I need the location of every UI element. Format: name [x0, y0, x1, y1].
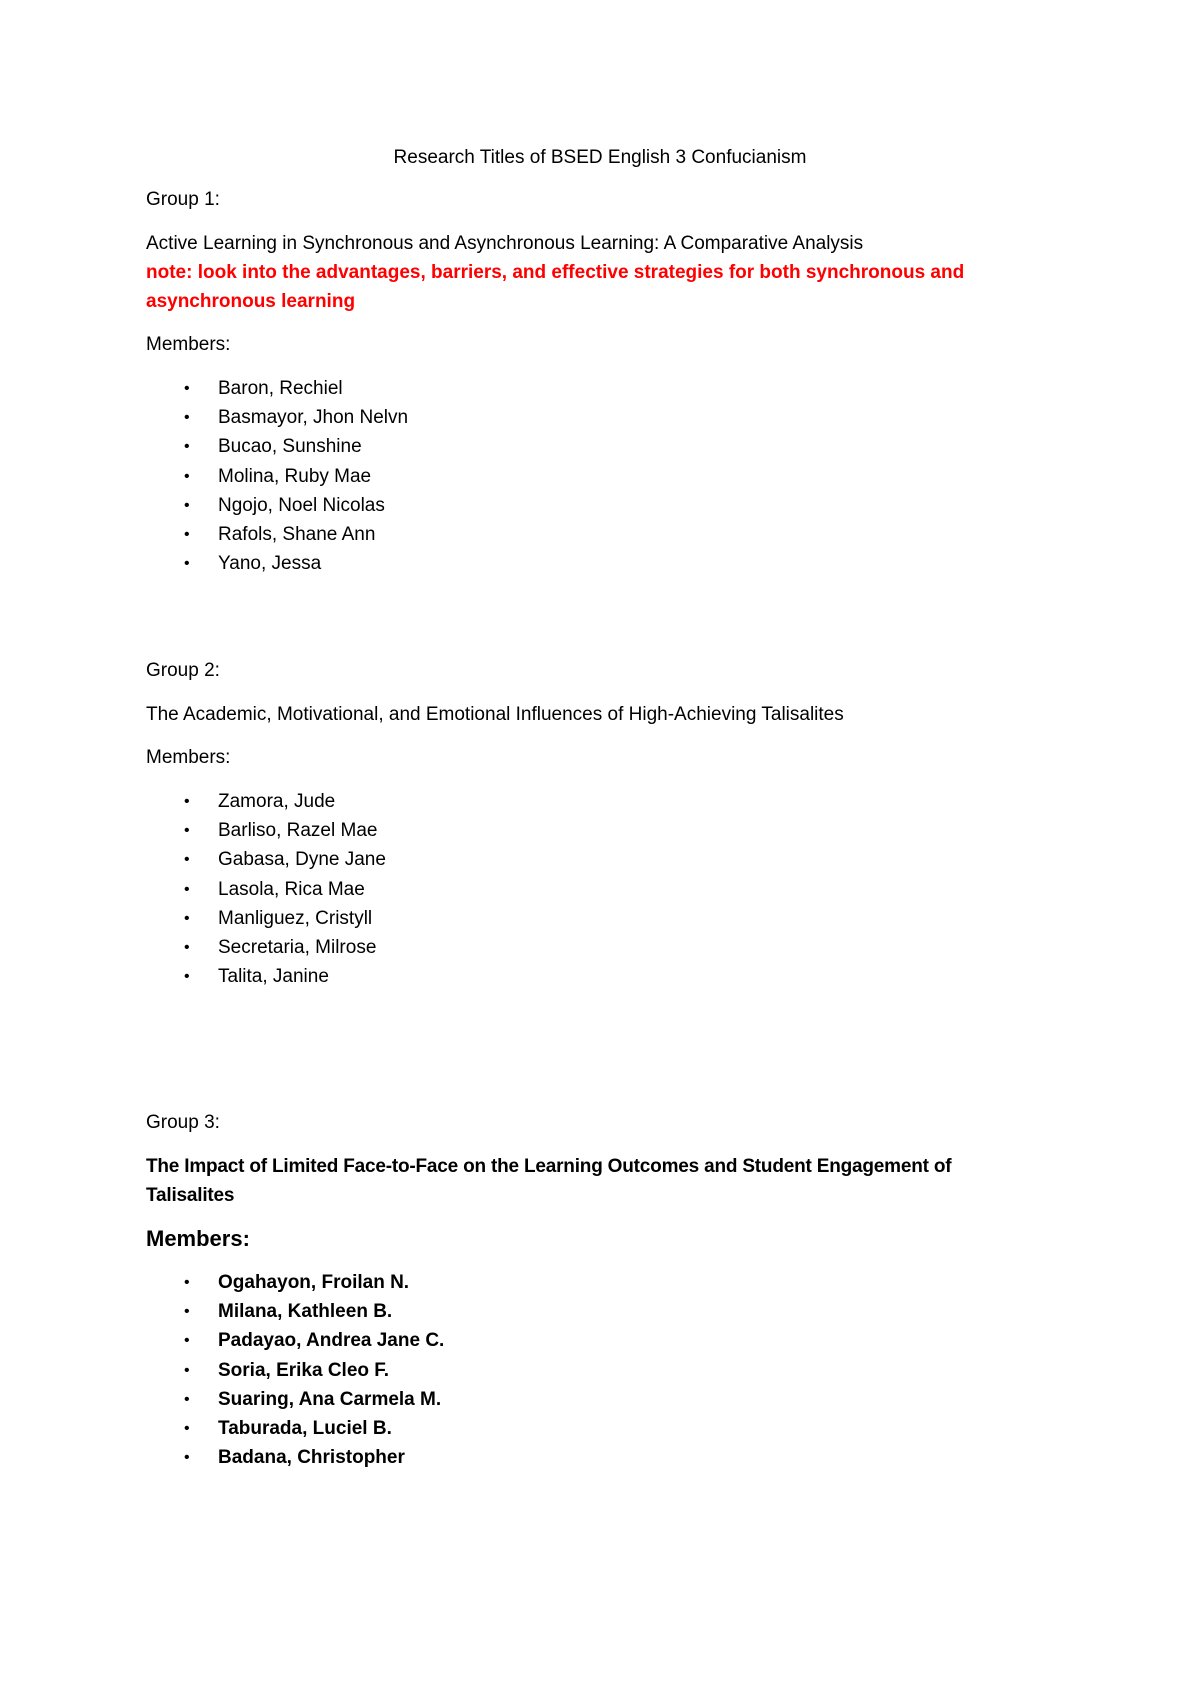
list-item [146, 1326, 1026, 1355]
list-item [146, 933, 1026, 962]
member-name: Ngojo, Noel Nicolas [218, 494, 385, 516]
group-title: The Impact of Limited Face-to-Face on the Learning Outcomes and Student Engagement of Talisalites [146, 1156, 952, 1206]
bullet-icon: • [184, 1390, 190, 1408]
group-3-section [146, 1111, 1026, 1472]
group-label: Group 1: [146, 189, 220, 210]
member-list [146, 787, 1026, 991]
member-list [146, 374, 1026, 578]
list-item [146, 432, 1026, 461]
group-note: note: look into the advantages, barriers, and effective strategies for both synchronous and asynchronous learning [146, 262, 965, 312]
list-item [146, 962, 1026, 991]
list-item [146, 1356, 1026, 1385]
list-item [146, 403, 1026, 432]
list-item [146, 520, 1026, 549]
bullet-icon: • [184, 880, 190, 898]
members-label: Members: [146, 334, 231, 355]
bullet-icon: • [184, 851, 190, 869]
bullet-icon: • [184, 496, 190, 514]
group-title: Active Learning in Synchronous and Asynchronous Learning: A Comparative Analysis [146, 233, 864, 254]
member-name: Yano, Jessa [218, 553, 322, 575]
bullet-icon: • [184, 909, 190, 927]
bullet-icon: • [184, 793, 190, 810]
bullet-icon: • [184, 939, 190, 957]
bullet-icon: • [184, 555, 190, 573]
bullet-icon: • [184, 1361, 190, 1379]
group-label: Group 2: [146, 660, 220, 681]
list-item [146, 845, 1026, 874]
member-name: Rafols, Shane Ann [218, 524, 376, 546]
bullet-icon: • [184, 1274, 190, 1291]
list-item [146, 787, 1026, 816]
list-item [146, 549, 1026, 578]
list-item [146, 1414, 1026, 1443]
member-name: Molina, Ruby Mae [218, 465, 372, 487]
member-name: Zamora, Jude [218, 791, 336, 812]
member-name: Soria, Erika Cleo F. [218, 1359, 390, 1381]
list-item [146, 904, 1026, 933]
member-name: Bucao, Sunshine [218, 436, 362, 458]
bullet-icon: • [184, 409, 190, 427]
bullet-icon: • [184, 1449, 190, 1467]
member-name: Suaring, Ana Carmela M. [218, 1388, 442, 1410]
member-name: Baron, Rechiel [218, 378, 343, 399]
member-name: Secretaria, Milrose [218, 937, 377, 959]
member-name: Gabasa, Dyne Jane [218, 849, 386, 871]
list-item [146, 1385, 1026, 1414]
bullet-icon: • [184, 822, 190, 840]
members-label: Members: [146, 1226, 250, 1251]
member-list [146, 1268, 1026, 1472]
list-item [146, 1297, 1026, 1326]
bullet-icon: • [184, 467, 190, 485]
member-name: Barliso, Razel Mae [218, 820, 378, 842]
bullet-icon: • [184, 1332, 190, 1350]
member-name: Basmayor, Jhon Nelvn [218, 407, 409, 429]
bullet-icon: • [184, 438, 190, 456]
member-name: Manliguez, Cristyll [218, 907, 373, 929]
member-name: Lasola, Rica Mae [218, 878, 365, 900]
bullet-icon: • [184, 526, 190, 544]
document-title: Research Titles of BSED English 3 Confucianism [393, 147, 807, 168]
group-2-section [146, 659, 1026, 991]
member-name: Ogahayon, Froilan N. [218, 1272, 410, 1293]
member-name: Badana, Christopher [218, 1447, 405, 1469]
list-item [146, 491, 1026, 520]
list-item [146, 816, 1026, 845]
member-name: Padayao, Andrea Jane C. [218, 1330, 445, 1352]
group-label: Group 3: [146, 1112, 220, 1133]
group-title: The Academic, Motivational, and Emotional Influences of High-Achieving Talisalites [146, 704, 844, 725]
list-item [146, 1443, 1026, 1472]
bullet-icon: • [184, 1303, 190, 1321]
list-item [146, 875, 1026, 904]
member-name: Milana, Kathleen B. [218, 1301, 393, 1323]
list-item [146, 1268, 1026, 1297]
members-label: Members: [146, 747, 231, 768]
list-item [146, 374, 1026, 403]
bullet-icon: • [184, 1420, 190, 1438]
list-item [146, 462, 1026, 491]
bullet-icon: • [184, 380, 190, 397]
member-name: Talita, Janine [218, 966, 329, 988]
bullet-icon: • [184, 968, 190, 986]
member-name: Taburada, Luciel B. [218, 1418, 392, 1440]
group-1-section [146, 188, 1026, 578]
